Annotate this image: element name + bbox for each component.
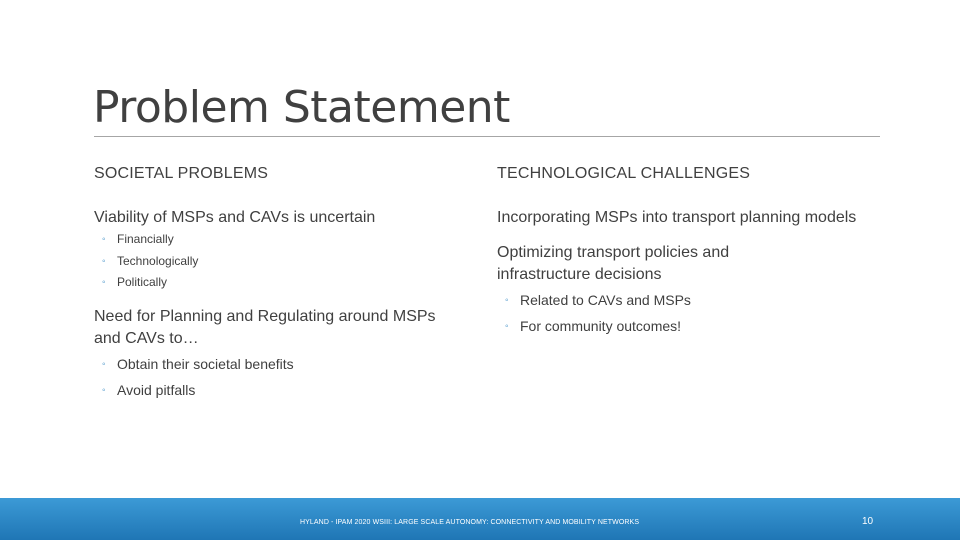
left-point-viability: Viability of MSPs and CAVs is uncertain bbox=[94, 209, 376, 226]
circle-bullet-icon: ◦ bbox=[102, 277, 106, 288]
right-point-incorporating: Incorporating MSPs into transport planning models bbox=[497, 209, 857, 226]
left-point-planning: Need for Planning and Regulating around MSPs and CAVs to… bbox=[94, 307, 436, 347]
page-number: 10 bbox=[862, 516, 874, 527]
left-column bbox=[94, 163, 454, 403]
circle-bullet-icon: ◦ bbox=[102, 234, 106, 245]
list-item: ◦ For community outcomes! bbox=[505, 313, 877, 339]
right-point-optimizing: Optimizing transport policies and infrastructure decisions bbox=[497, 244, 730, 283]
circle-bullet-icon: ◦ bbox=[102, 255, 106, 267]
circle-bullet-icon: ◦ bbox=[102, 384, 106, 396]
list-item: ◦ Avoid pitfalls bbox=[102, 377, 454, 403]
list-item: ◦ Financially bbox=[102, 229, 454, 251]
planning-sub-list bbox=[94, 351, 454, 403]
right-column bbox=[497, 163, 877, 339]
footer-text: HYLAND - IPAM 2020 WSIII: LARGE SCALE AUTONOMY: CONNECTIVITY AND MOBILITY NETWORKS bbox=[300, 519, 640, 526]
title-divider bbox=[94, 136, 880, 137]
list-item: ◦ Related to CAVs and MSPs bbox=[505, 287, 877, 313]
optimizing-sub-list bbox=[497, 287, 877, 339]
left-column-heading: SOCIETAL PROBLEMS bbox=[94, 165, 269, 182]
list-item: ◦ Politically bbox=[102, 272, 454, 294]
circle-bullet-icon: ◦ bbox=[102, 358, 106, 370]
list-item: ◦ Technologically bbox=[102, 251, 454, 273]
viability-sub-list bbox=[94, 229, 454, 294]
list-item: ◦ Obtain their societal benefits bbox=[102, 351, 454, 377]
circle-bullet-icon: ◦ bbox=[505, 295, 509, 306]
right-column-heading: TECHNOLOGICAL CHALLENGES bbox=[497, 165, 751, 182]
circle-bullet-icon: ◦ bbox=[505, 321, 509, 332]
slide-title: Problem Statement bbox=[93, 82, 510, 133]
